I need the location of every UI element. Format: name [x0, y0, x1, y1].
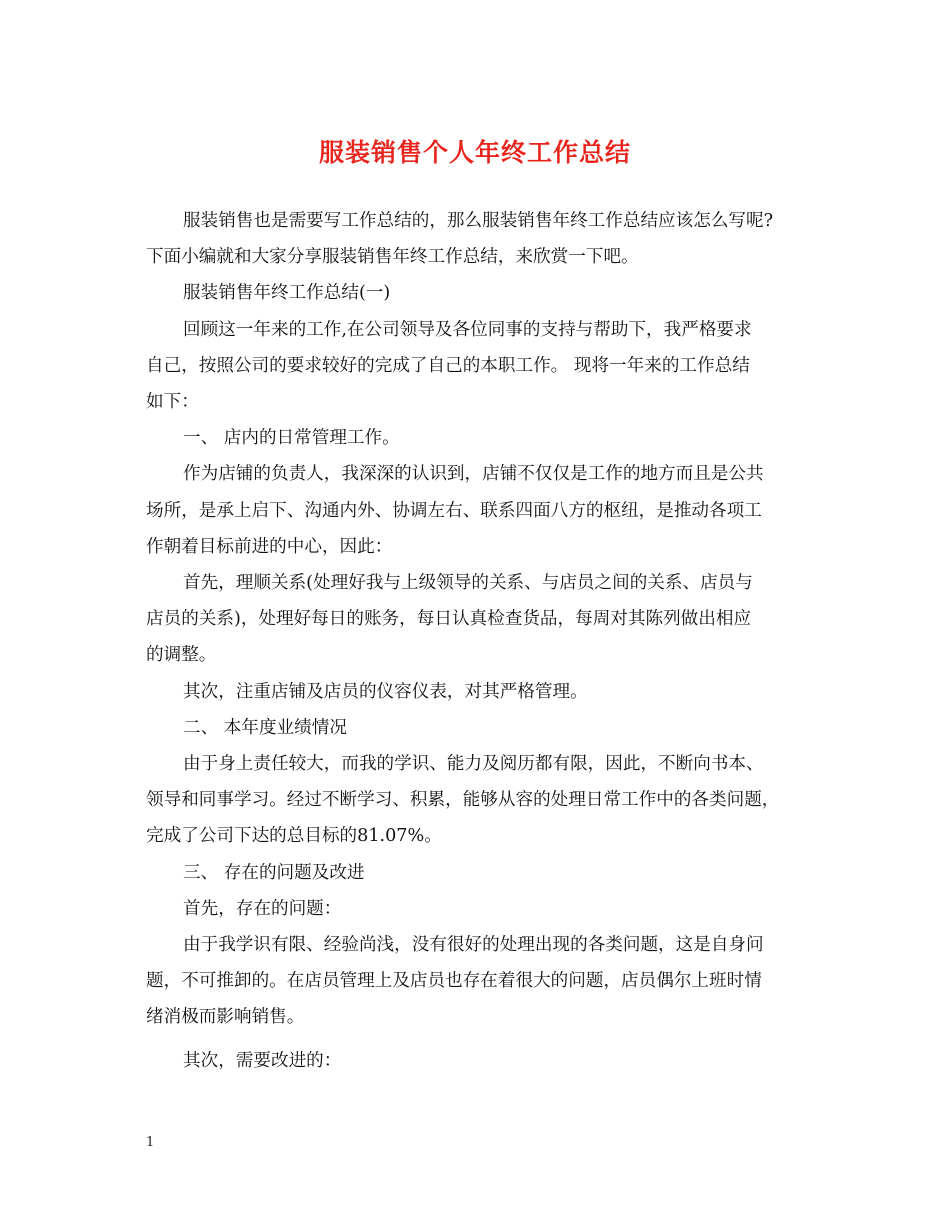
- text-line: 绪消极而影响销售。: [146, 1007, 305, 1028]
- text-line: 题，不可推卸的。在店员管理上及店员也存在着很大的问题，店员偶尔上班时情: [146, 971, 762, 992]
- document-title: 服装销售个人年终工作总结: [318, 138, 631, 167]
- text-line: 自己，按照公司的要求较好的完成了自己的本职工作。 现将一年来的工作总结: [146, 355, 750, 376]
- paragraph: [146, 891, 810, 927]
- section-heading: [146, 275, 810, 311]
- page-number: 1: [146, 1135, 155, 1150]
- intro-paragraph: [146, 203, 810, 275]
- text-line: 一、 店内的日常管理工作。: [183, 428, 400, 449]
- subheading: [146, 855, 810, 891]
- document-body: [146, 203, 810, 1079]
- text-line: 如下：: [146, 392, 199, 413]
- text-line: 首先，存在的问题：: [183, 898, 342, 919]
- subheading: [146, 420, 810, 456]
- text-line: 下面小编就和大家分享服装销售年终工作总结，来欣赏一下吧。: [146, 247, 639, 268]
- text-line: 完成了公司下达的总目标的81.07%。: [146, 826, 442, 847]
- paragraph: [146, 746, 810, 855]
- text-line: 场所，是承上启下、沟通内外、协调左右、联系四面八方的枢纽，是推动各项工: [146, 500, 762, 521]
- text-line: 三、 存在的问题及改进: [183, 862, 365, 883]
- text-line: 二、 本年度业绩情况: [183, 717, 347, 738]
- text-line: 的调整。: [146, 645, 217, 666]
- text-line: 作为店铺的负责人，我深深的认识到，店铺不仅仅是工作的地方而且是公共: [183, 464, 764, 485]
- paragraph: [146, 1043, 810, 1079]
- paragraph: [146, 565, 810, 674]
- text-line: 服装销售年终工作总结(一): [183, 283, 391, 304]
- text-line: 回顾这一年来的工作,在公司领导及各位同事的支持与帮助下，我严格要求: [183, 319, 752, 340]
- text-line: 服装销售也是需要写工作总结的，那么服装销售年终工作总结应该怎么写呢?: [183, 211, 774, 231]
- subheading: [146, 710, 810, 746]
- text-line: 由于我学识有限、经验尚浅，没有很好的处理出现的各类问题，这是自身问: [183, 935, 764, 956]
- paragraph: [146, 312, 810, 421]
- paragraph: [146, 674, 810, 710]
- text-line: 其次，需要改进的：: [183, 1050, 342, 1071]
- paragraph: [146, 927, 810, 1036]
- text-line: 首先，理顺关系(处理好我与上级领导的关系、与店员之间的关系、店员与: [183, 573, 753, 594]
- text-line: 作朝着目标前进的中心，因此：: [146, 536, 393, 557]
- text-line: 店员的关系)，处理好每日的账务，每日认真检查货品，每周对其陈列做出相应: [146, 609, 752, 630]
- paragraph: [146, 456, 810, 565]
- text-line: 由于身上责任较大，而我的学识、能力及阅历都有限，因此，不断向书本、: [183, 754, 764, 775]
- text-line: 其次，注重店铺及店员的仪容仪表，对其严格管理。: [183, 681, 588, 702]
- text-line: 领导和同事学习。经过不断学习、积累，能够从容的处理日常工作中的各类问题，: [146, 790, 780, 811]
